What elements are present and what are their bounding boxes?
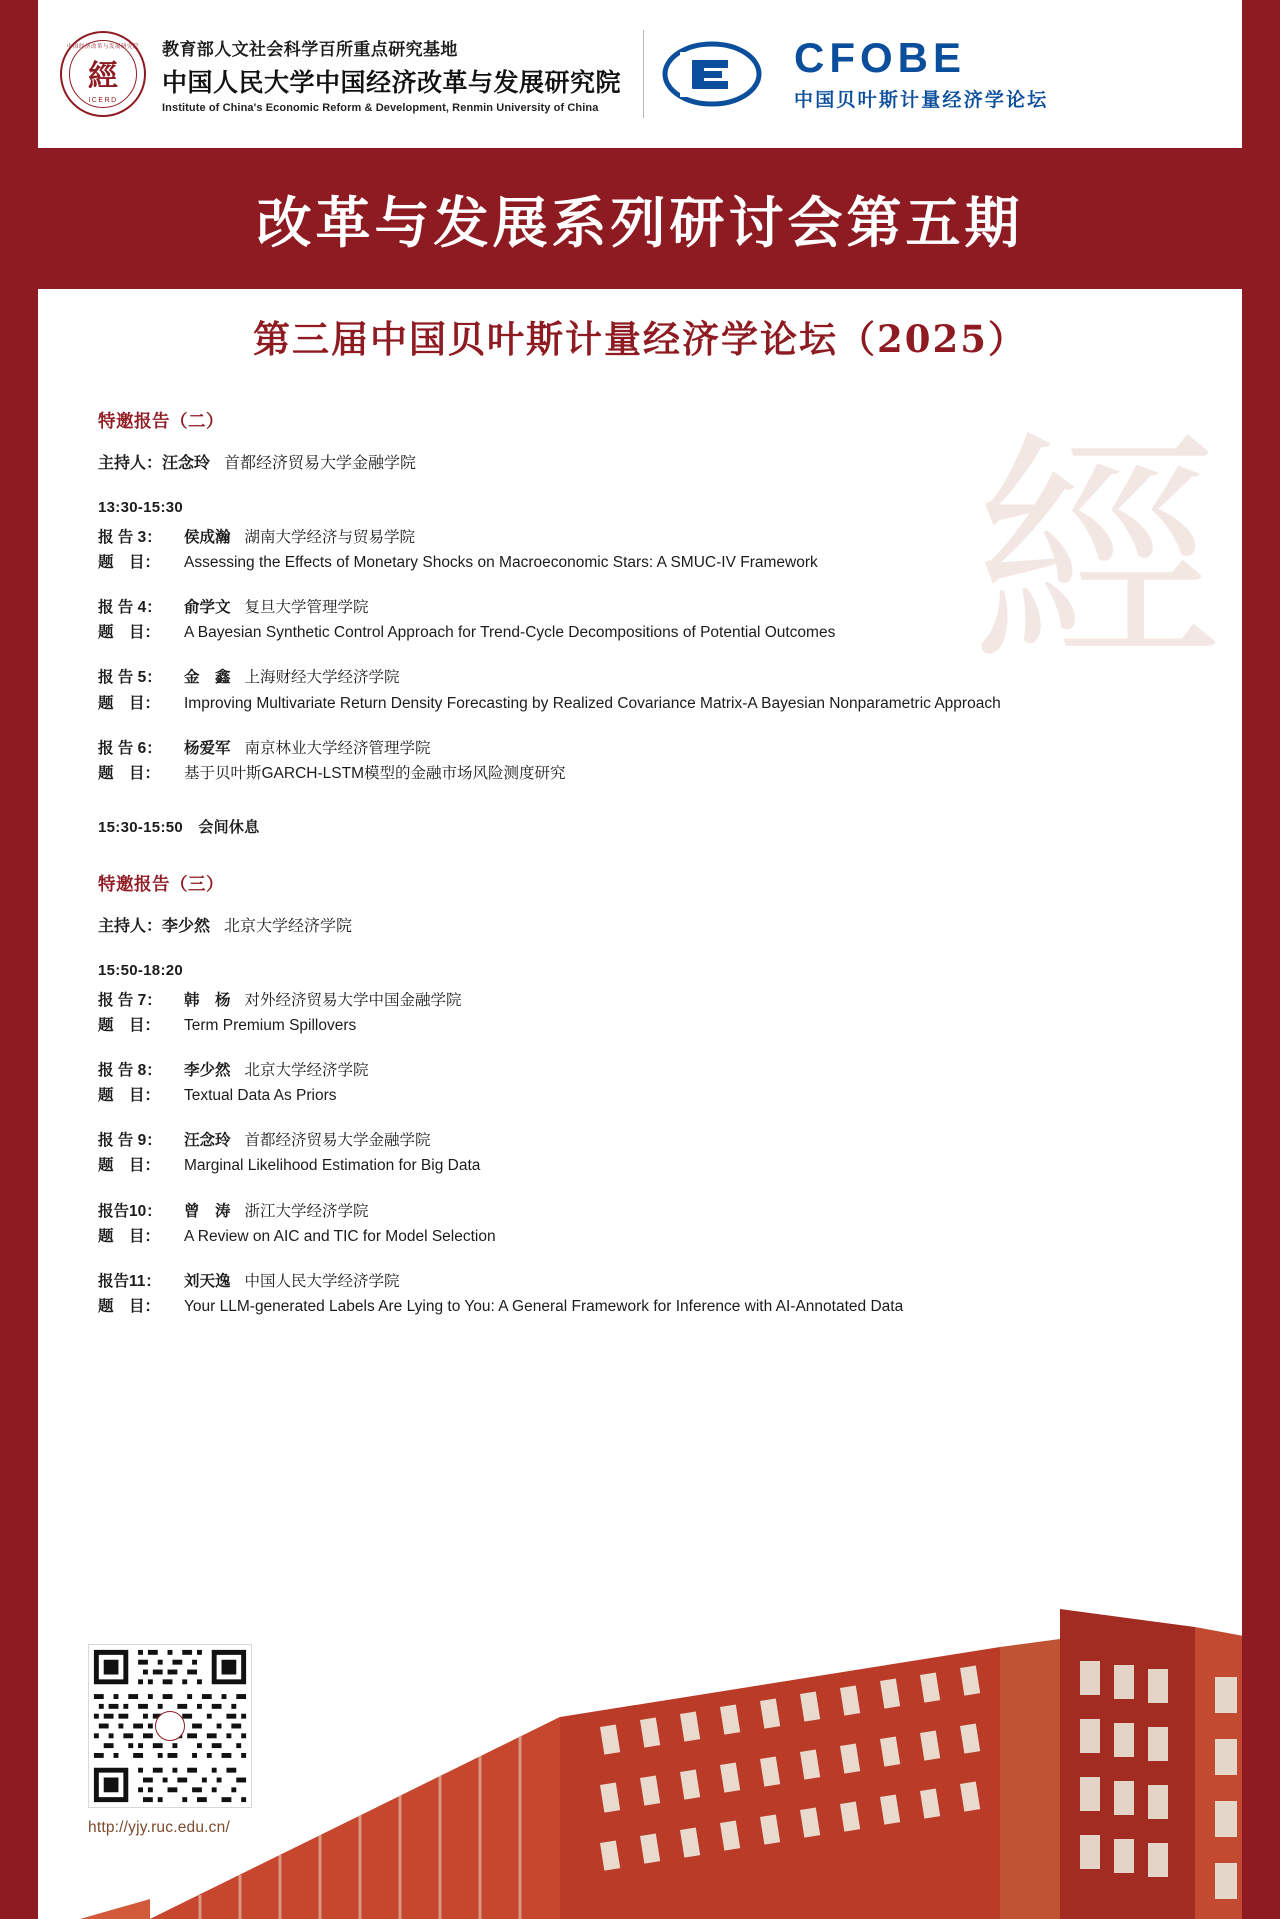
agenda-section	[98, 871, 1220, 1319]
talk-title: A Review on AIC and TIC for Model Selection	[184, 1227, 496, 1245]
talk-title-line	[98, 620, 1220, 645]
talk-affiliation: 复旦大学管理学院	[244, 599, 369, 617]
talk-affiliation: 首都经济贸易大学金融学院	[244, 1132, 431, 1150]
talk-item	[98, 665, 1220, 715]
talk-label: 报 告 7：	[98, 991, 162, 1009]
talk-title-line	[98, 761, 1220, 786]
talk-affiliation: 浙江大学经济学院	[244, 1202, 369, 1220]
talk-title-line	[98, 1294, 1220, 1319]
host-affiliation: 北京大学经济学院	[224, 917, 353, 935]
talk-title-label: 题 目：	[98, 1087, 161, 1105]
cfobe-mark-icon	[662, 40, 780, 108]
talk-speaker-line	[98, 988, 1220, 1013]
talk-speaker: 曾 涛	[184, 1202, 231, 1220]
talk-item	[98, 1128, 1220, 1178]
talk-title-label: 题 目：	[98, 694, 161, 712]
seal-bottom-text: ICERD	[88, 97, 118, 104]
talk-title: A Bayesian Synthetic Control Approach for Trend-Cycle Decompositions of Potential Outcomes	[184, 624, 836, 642]
talk-affiliation: 湖南大学经济与贸易学院	[244, 529, 416, 546]
talk-title: Assessing the Effects of Monetary Shocks on Macroeconomic Stars: A SMUC-IV Framework	[184, 554, 818, 572]
cfobe-text-block	[794, 33, 1049, 112]
talk-affiliation: 北京大学经济学院	[244, 1062, 369, 1080]
talk-affiliation: 中国人民大学经济学院	[244, 1272, 400, 1290]
talk-speaker: 刘天逸	[184, 1272, 231, 1290]
talk-label: 报告10：	[98, 1202, 162, 1220]
talk-speaker-line	[98, 665, 1220, 690]
talk-item	[98, 1269, 1220, 1319]
section-timeslot: 13:30-15:30	[98, 499, 184, 516]
talk-speaker-line	[98, 1058, 1220, 1083]
qr-center-logo	[155, 1711, 185, 1741]
talk-item	[98, 988, 1220, 1038]
talk-title: Term Premium Spillovers	[184, 1016, 357, 1034]
poster-subtitle: 第三届中国贝叶斯计量经济学论坛（2025）	[253, 317, 1027, 361]
talk-label: 报 告 9：	[98, 1132, 162, 1150]
seal-top-text: 中国经济改革与发展研究院	[66, 44, 140, 50]
talk-item	[98, 736, 1220, 786]
talk-title: Marginal Likelihood Estimation for Big Data	[184, 1157, 481, 1175]
talk-title-line	[98, 550, 1220, 575]
talk-speaker: 韩 杨	[184, 991, 231, 1009]
talk-speaker-line	[98, 1199, 1220, 1224]
agenda-section	[98, 408, 1220, 837]
talk-title-line	[98, 1224, 1220, 1249]
header-divider	[643, 30, 644, 118]
talk-speaker: 汪念玲	[184, 1132, 231, 1150]
talk-label: 报 告 3：	[98, 529, 162, 546]
cfobe-chinese-name: 中国贝叶斯计量经济学论坛	[794, 89, 1049, 111]
agenda-container	[98, 408, 1220, 1339]
talk-title: Textual Data As Priors	[184, 1087, 337, 1105]
session-break: 15:30-15:50 会间休息	[98, 818, 260, 836]
talk-speaker: 李少然	[184, 1062, 231, 1080]
host-label: 主持人：	[98, 455, 163, 472]
talk-speaker: 侯成瀚	[184, 529, 231, 546]
talk-speaker-line	[98, 1128, 1220, 1153]
talk-label: 报 告 4：	[98, 599, 162, 617]
qr-block	[88, 1644, 252, 1837]
watermark-character: 經	[972, 409, 1222, 700]
cfobe-acronym: CFOBE	[794, 33, 967, 81]
institute-base-label: 教育部人文社会科学百所重点研究基地	[162, 39, 458, 59]
qr-code[interactable]	[88, 1644, 252, 1808]
host-name: 汪念玲	[162, 455, 211, 472]
talk-title-label: 题 目：	[98, 624, 161, 642]
institute-name-block	[162, 35, 639, 114]
section-timeslot: 15:50-18:20	[98, 961, 184, 979]
talk-title: Your LLM-generated Labels Are Lying to You: A General Framework for Inference with AI-Annotated Data	[184, 1297, 904, 1315]
talk-item	[98, 525, 1220, 575]
host-name: 李少然	[162, 917, 211, 935]
website-url[interactable]: http://yjy.ruc.edu.cn/	[88, 1819, 230, 1836]
talk-item	[98, 1058, 1220, 1108]
title-banner	[0, 148, 1280, 289]
section-heading: 特邀报告（二）	[98, 411, 224, 431]
talk-title-line	[98, 1153, 1220, 1178]
talk-speaker: 俞学文	[184, 599, 231, 617]
talk-affiliation: 南京林业大学经济管理学院	[244, 739, 431, 757]
cfobe-logo-block	[662, 33, 1220, 112]
talk-speaker-line	[98, 595, 1220, 620]
talk-item	[98, 595, 1220, 645]
section-heading: 特邀报告（三）	[98, 873, 224, 894]
host-label: 主持人：	[98, 917, 163, 935]
section-host	[98, 450, 1220, 473]
talk-speaker: 金 鑫	[184, 669, 231, 687]
talk-title-line	[98, 691, 1220, 716]
talk-label: 报告11：	[98, 1272, 161, 1290]
talk-speaker: 杨爱军	[184, 739, 231, 757]
talk-affiliation: 上海财经大学经济学院	[244, 669, 400, 687]
talk-label: 报 告 8：	[98, 1062, 162, 1080]
talk-affiliation: 对外经济贸易大学中国金融学院	[244, 991, 462, 1009]
talk-title-label: 题 目：	[98, 764, 161, 782]
host-affiliation: 首都经济贸易大学金融学院	[224, 455, 417, 472]
talk-speaker-line	[98, 525, 1220, 550]
institute-name-cn: 中国人民大学中国经济改革与发展研究院	[162, 68, 622, 97]
talk-title: 基于贝叶斯GARCH-LSTM模型的金融市场风险测度研究	[184, 764, 566, 782]
talk-title-label: 题 目：	[98, 1297, 161, 1315]
poster-header	[38, 0, 1242, 148]
icerd-seal-logo	[60, 31, 146, 117]
talk-title-label: 题 目：	[98, 1016, 161, 1034]
banner-title: 改革与发展系列研讨会第五期	[256, 190, 1024, 255]
talk-title-line	[98, 1083, 1220, 1108]
talk-item	[98, 1199, 1220, 1249]
talk-title-label: 题 目：	[98, 1227, 161, 1245]
talk-title-line	[98, 1013, 1220, 1038]
talk-speaker-line	[98, 1269, 1220, 1294]
talk-title: Improving Multivariate Return Density Forecasting by Realized Covariance Matrix-A Bayesian Nonparametric Approach	[184, 694, 1001, 712]
talk-label: 报 告 6：	[98, 739, 162, 757]
talk-title-label: 题 目：	[98, 1157, 161, 1175]
institute-name-en: Institute of China's Economic Reform & Development, Renmin University of China	[162, 101, 599, 114]
section-host	[98, 913, 1220, 936]
talk-label: 报 告 5：	[98, 669, 162, 687]
talk-speaker-line	[98, 736, 1220, 761]
talk-title-label: 题 目：	[98, 554, 161, 572]
seal-center-character: 經	[88, 59, 118, 95]
